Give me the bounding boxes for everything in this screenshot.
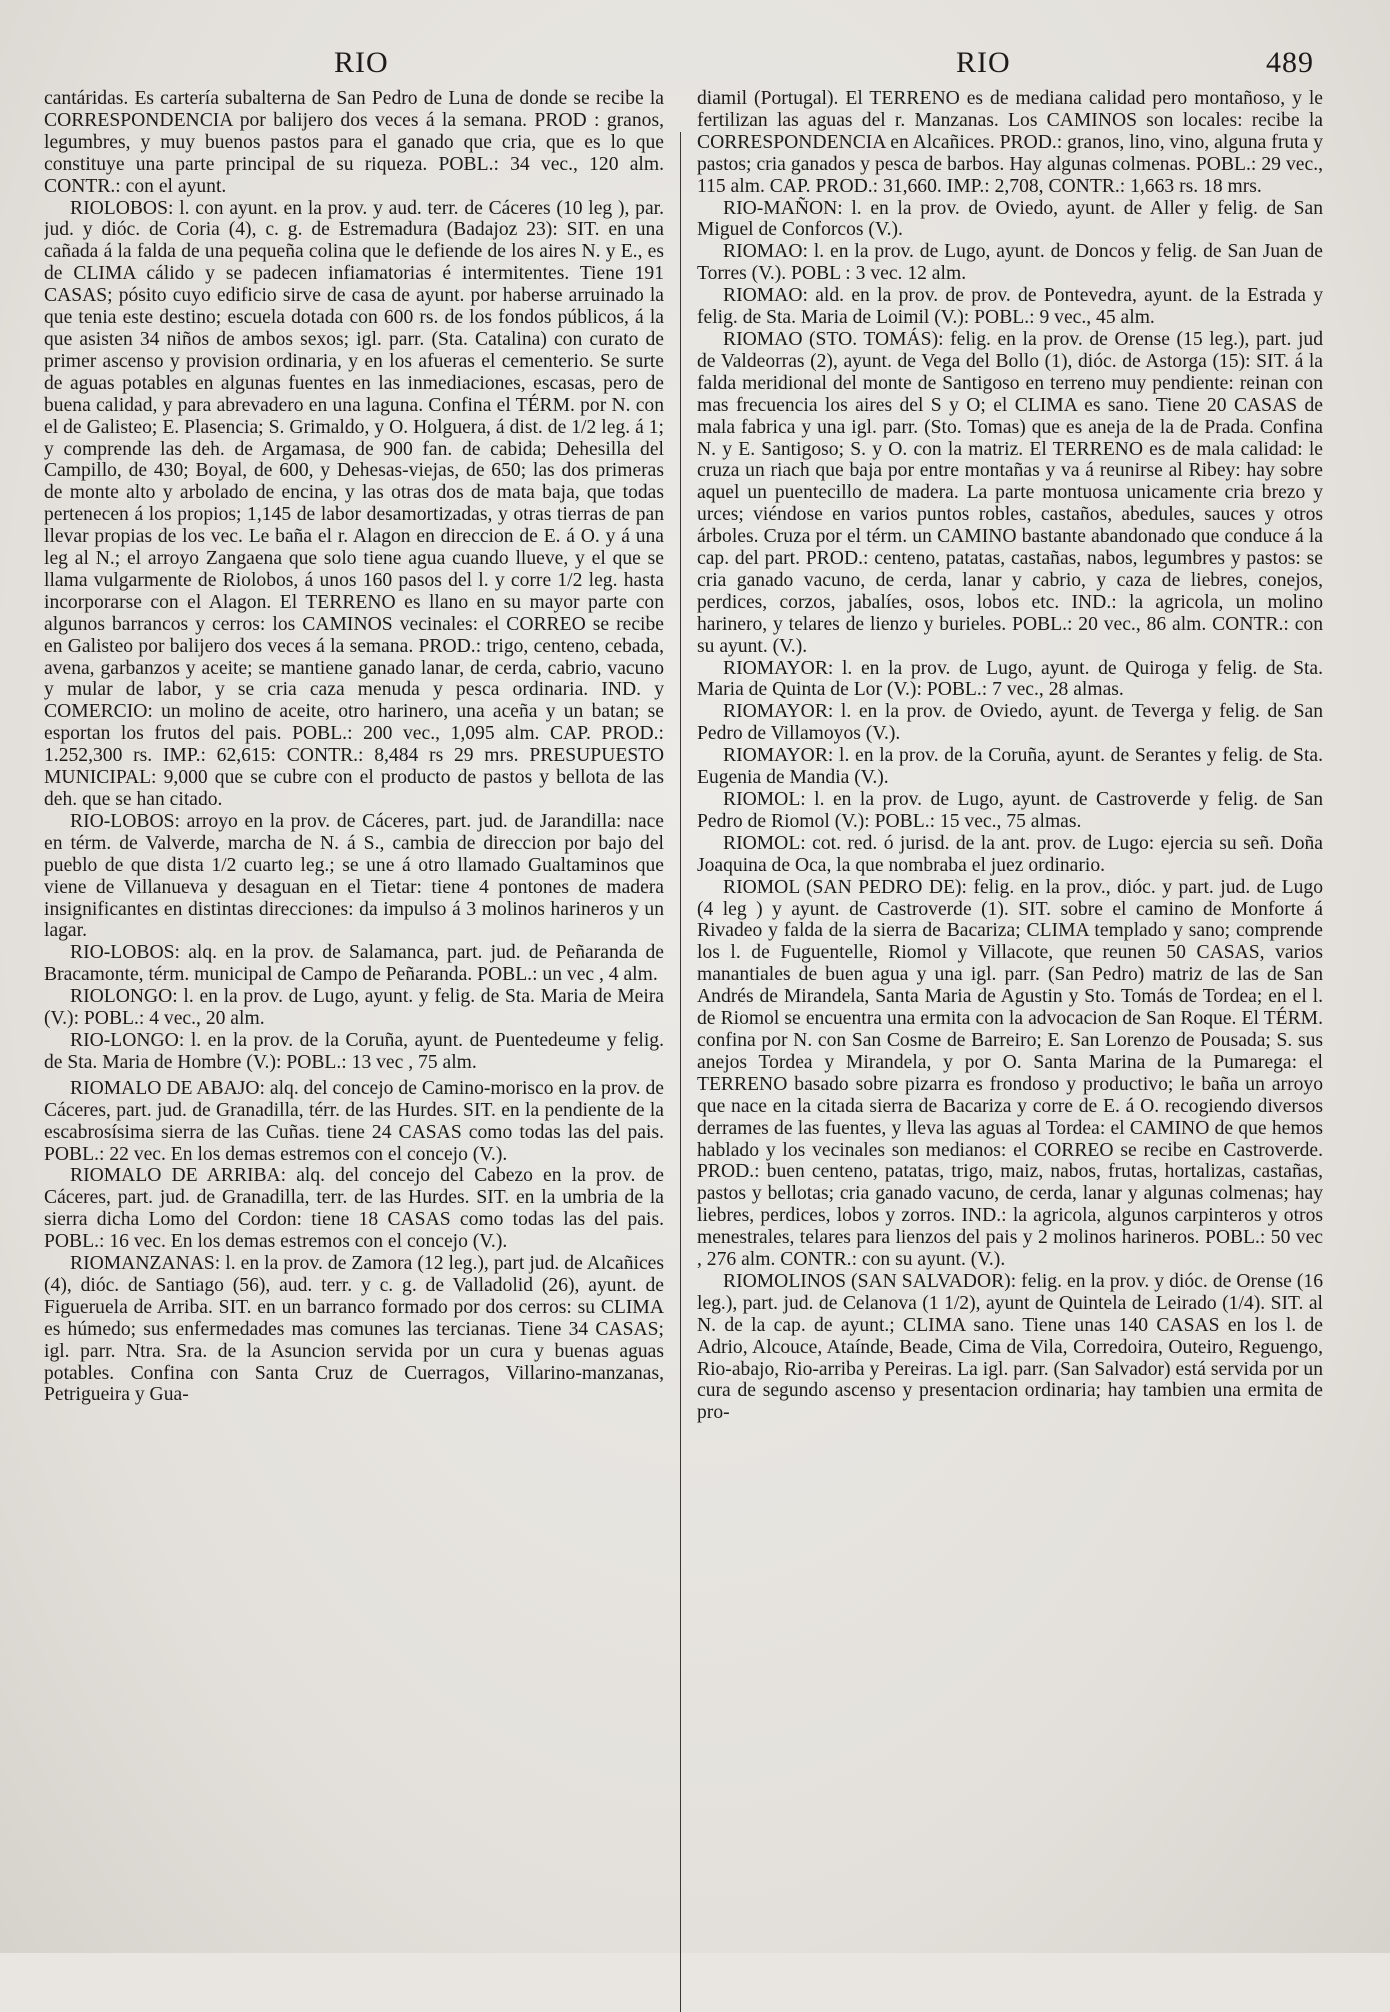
entry-paragraph: RIOMOLINOS (SAN SALVADOR): felig. en la prov. y dióc. de Orense (16 leg.), part. jud. de Celanova (1 1/2), ayunt de Quintela de Leirado (1/4). SIT. al N. de la cap. de ayunt.; CLIMA sano. Tiene unas 140 CASAS en los l. de Adrio, Alcouce, Ataínde, Beade, Cima de Vila, Corredoira, Outeiro, Reguengo, Rio-abajo, Rio-arriba y Pereiras. La igl. parr. (San Salvador) está servida por un cura de segundo ascenso y presentacion ordinaria; hay tambien una ermita de pro-: [697, 1270, 1323, 1424]
entry-paragraph: RIO-MAÑON: l. en la prov. de Oviedo, ayunt. de Aller y felig. de San Miguel de Conforcos (V.).: [697, 197, 1323, 241]
entry-paragraph: RIO-LOBOS: arroyo en la prov. de Cáceres, part. jud. de Jarandilla: nace en térm. de Valverde, marcha de N. á S., cambia de direccion por bajo del pueblo de que dista 1/2 cuarto leg.; se une á otro llamado Gualtaminos que viene de Villanueva y desaguan en el Tietar: tiene 4 pontones de madera insignificantes en distintas direcciones: da impulso á 3 molinos harineros y un lagar.: [44, 810, 664, 942]
left-column: [44, 88, 680, 2012]
entry-paragraph: RIOMAO (STO. TOMÁS): felig. en la prov. de Orense (15 leg.), part. jud de Valdeorras (2), ayunt. de Vega del Bollo (1), dióc. de Astorga (15): SIT. á la falda meridional del monte de Santigoso en terreno muy pendiente: reinan con mas frecuencia los aires del S y O; el CLIMA es sano. Tiene 20 CASAS de mala fabrica y una igl. parr. (Sto. Tomas) que es aneja de la de Prada. Confina N. y E. Santigoso; S. y O. con la matriz. El TERRENO es de mala calidad: le cruza un riach que baja por entre montañas y va á reunirse al Ribey: hay sobre aquel un puentecillo de madera. La parte montuosa unicamente cria brezo y urces; viéndose en varios puntos robles, castaños, abedules, sauces y otros árboles. Cruza por el térm. un CAMINO bastante abandonado que conduce á la cap. del part. PROD.: centeno, patatas, castañas, nabos, legumbres y pastos: se cria ganado vacuno, de cerda, lanar y cabrio, y caza de liebres, conejos, perdices, corzos, jabalíes, osos, lobos etc. IND.: la agricola, un molino harinero, y telares de lienzo y burieles. POBL.: 20 vec., 86 alm. CONTR.: con su ayunt. (V.).: [697, 328, 1323, 657]
entry-paragraph: RIOMAO: l. en la prov. de Lugo, ayunt. de Doncos y felig. de San Juan de Torres (V.). POBL : 3 vec. 12 alm.: [697, 241, 1323, 285]
entry-paragraph: RIO-LOBOS: alq. en la prov. de Salamanca, part. jud. de Peñaranda de Bracamonte, térm. municipal de Campo de Peñaranda. POBL.: un vec , 4 alm.: [44, 942, 664, 986]
entry-paragraph: diamil (Portugal). El TERRENO es de mediana calidad pero montañoso, y le fertilizan las aguas del r. Manzanas. Los CAMINOS son locales: recibe la CORRESPONDENCIA en Alcañices. PROD.: granos, lino, vino, alguna fruta y pastos; cria ganados y pesca de barbos. Hay algunas colmenas. POBL.: 29 vec., 115 alm. CAP. PROD.: 31,660. IMP.: 2,708, CONTR.: 1,663 rs. 18 mrs.: [697, 88, 1323, 197]
entry-paragraph: RIOMOL (SAN PEDRO DE): felig. en la prov., dióc. y part. jud. de Lugo (4 leg ) y ayunt. de Castroverde (1). SIT. sobre el camino de Monforte á Rivadeo y falda de la sierra de Bacariza; CLIMA templado y sano; comprende los l. de Fuguentelle, Riomol y Villacote, que reunen 50 CASAS, varios manantiales de buen agua y una igl. parr. (San Pedro) matriz de las de San Andrés de Mirandela, Santa Maria de Agustin y Sto. Tomás de Tordea; en el l. de Riomol se encuentra una ermita con la advocacion de San Roque. El TÉRM. confina por N. con San Cosme de Barreiro; E. San Lorenzo de Pousada; S. sus anejos Tordea y Mirandela, y por O. Santa Marina de la Pumarega: el TERRENO basado sobre pizarra es frondoso y productivo; le baña un arroyo que nace en la citada sierra de Bacariza y corre de E. á O. recogiendo diversos derrames de las fuentes, y lleva las aguas al Tordea: el CAMINO de que hemos hablado y los vecinales son medianos: el CORREO se recibe en Castroverde. PROD.: buen centeno, patatas, trigo, maiz, nabos, frutas, hortalizas, castañas, pastos y bellotas; cria ganado vacuno, de cerda, lanar y algunas colmenas; hay liebres, perdices, lobos y zorros. IND.: la agricola, algunos carpinteros y otros menestrales, telares para lienzos del pais y 2 molinos harineros. POBL.: 50 vec , 276 alm. CONTR.: con su ayunt. (V.).: [697, 876, 1323, 1271]
entry-paragraph: cantáridas. Es cartería subalterna de San Pedro de Luna de donde se recibe la CORRESPONDENCIA por balijero dos veces á la semana. PROD : granos, legumbres, y muy buenos pastos para el ganado que cria, que es lo que constituye una parte principal de su riqueza. POBL.: 34 vec., 120 alm. CONTR.: con el ayunt.: [44, 88, 664, 197]
entry-paragraph: RIOLONGO: l. en la prov. de Lugo, ayunt. y felig. de Sta. Maria de Meira (V.): POBL.: 4 vec., 20 alm.: [44, 986, 664, 1030]
entry-paragraph: RIOLOBOS: l. con ayunt. en la prov. y aud. terr. de Cáceres (10 leg ), par. jud. y dióc. de Coria (4), c. g. de Estremadura (Badajoz 23): SIT. en una cañada á la falda de una pequeña colina que le defiende de los aires N. y E., es de CLIMA cálido y se padecen infiamatorias é intermitentes. Tiene 191 CASAS; pósito cuyo edificio sirve de casa de ayunt. por haberse arruinado la que tenia este destino; escuela dotada con 600 rs. de los fondos públicos, á la que asisten 34 niños de ambos sexos; igl. parr. (Sta. Catalina) con curato de primer ascenso y provision ordinaria, y en los afueras el cementerio. Se surte de aguas potables en algunas fuentes en las inmediaciones, escasas, pero de buena calidad, y para abrevadero en una laguna. Confina el TÉRM. por N. con el de Galisteo; E. Plasencia; S. Grimaldo, y O. Holguera, á dist. de 1/2 leg. á 1; y comprende las deh. de Argamasa, de 900 fan. de cabida; Dehesilla del Campillo, de 430; Boyal, de 600, y Dehesas-viejas, de 650; las dos primeras de monte alto y arbolado de encina, y las otras dos de mata baja, que todas pertenecen á los propios; 1,145 de labor desamortizadas, y otras tierras de pan llevar propias de los vec. Le baña el r. Alagon en direccion de E. á O. y á una leg al N.; el arroyo Zangaena que solo tiene agua cuando llueve, y el que se llama vulgarmente de Riolobos, á unos 160 pasos del l. y corre 1/2 leg. hasta incorporarse con el Alagon. El TERRENO es llano en su mayor parte con algunos barrancos y cerros: los CAMINOS vecinales: el CORREO se recibe en Galisteo por balijero dos veces á la semana. PROD.: trigo, centeno, cebada, avena, garbanzos y aceite; se mantiene ganado lanar, de cerda, cabrio, vacuno y mular de labor, y se cria caza menuda y pesca ordinaria. IND. y COMERCIO: un molino de aceite, otro harinero, una aceña y un batan; se esportan los frutos del pais. POBL.: 200 vec., 1,095 alm. CAP. PROD.: 1.252,300 rs. IMP.: 62,615: CONTR.: 8,484 rs 29 mrs. PRESUPUESTO MUNICIPAL: 9,000 que se cubre con el producto de pastos y bellota de las deh. que se han citado.: [44, 197, 664, 810]
entry-paragraph: RIOMANZANAS: l. en la prov. de Zamora (12 leg.), part jud. de Alcañices (4), dióc. de Santiago (56), aud. terr. y c. g. de Valladolid (26), ayunt. de Figueruela de Arriba. SIT. en un barranco formado por dos cerros: su CLIMA es húmedo; sus enfermedades mas comunes las tercianas. Tiene 34 CASAS; igl. parr. Ntra. Sra. de la Asuncion servida por un cura y buenas aguas potables. Confina con Santa Cruz de Cuerragos, Villarino-manzanas, Petrigueira y Gua-: [44, 1253, 664, 1406]
entry-paragraph: RIOMOL: l. en la prov. de Lugo, ayunt. de Castroverde y felig. de San Pedro de Riomol (V.): POBL.: 15 vec., 75 almas.: [697, 789, 1323, 832]
right-column: [681, 88, 1323, 2012]
entry-paragraph: RIO-LONGO: l. en la prov. de la Coruña, ayunt. de Puentedeume y felig. de Sta. Maria de Hombre (V.): POBL.: 13 vec , 75 alm.: [44, 1029, 664, 1073]
entry-paragraph: RIOMAYOR: l. en la prov. de la Coruña, ayunt. de Serantes y felig. de Sta. Eugenia de Mandia (V.).: [697, 745, 1323, 789]
page-number: 489: [1266, 46, 1314, 79]
entry-paragraph: RIOMALO DE ARRIBA: alq. del concejo del Cabezo en la prov. de Cáceres, part. jud. de Granadilla, terr. de las Hurdes. SIT. en la umbria de la sierra dicha Lomo del Cordon: tiene 18 CASAS como todas las del pais. POBL.: 16 vec. En los demas estremos con el concejo (V.).: [44, 1165, 664, 1253]
text-columns: [44, 88, 1354, 2012]
entry-paragraph: RIOMOL: cot. red. ó jurisd. de la ant. prov. de Lugo: ejercia su señ. Doña Joaquina de Oca, la que nombraba el juez ordinario.: [697, 832, 1323, 876]
entry-paragraph: RIOMALO DE ABAJO: alq. del concejo de Camino-morisco en la prov. de Cáceres, part. jud. de Granadilla, térr. de las Hurdes. SIT. en la pendiente de la escabrosísima sierra de las Cuñas. tiene 24 CASAS como todas las del pais. POBL.: 22 vec. En los demas estremos con el concejo (V.).: [44, 1077, 664, 1165]
running-head: [44, 40, 1354, 88]
entry-paragraph: RIOMAYOR: l. en la prov. de Oviedo, ayunt. de Teverga y felig. de San Pedro de Villamoyos (V.).: [697, 701, 1323, 745]
header-right-word: RIO: [956, 46, 1011, 79]
entry-paragraph: RIOMAYOR: l. en la prov. de Lugo, ayunt. de Quiroga y felig. de Sta. Maria de Quinta de Lor (V.): POBL.: 7 vec., 28 almas.: [697, 657, 1323, 701]
header-left-word: RIO: [334, 46, 389, 79]
entry-paragraph: RIOMAO: ald. en la prov. de prov. de Pontevedra, ayunt. de la Estrada y felig. de Sta. Maria de Loimil (V.): POBL.: 9 vec., 45 alm.: [697, 285, 1323, 329]
